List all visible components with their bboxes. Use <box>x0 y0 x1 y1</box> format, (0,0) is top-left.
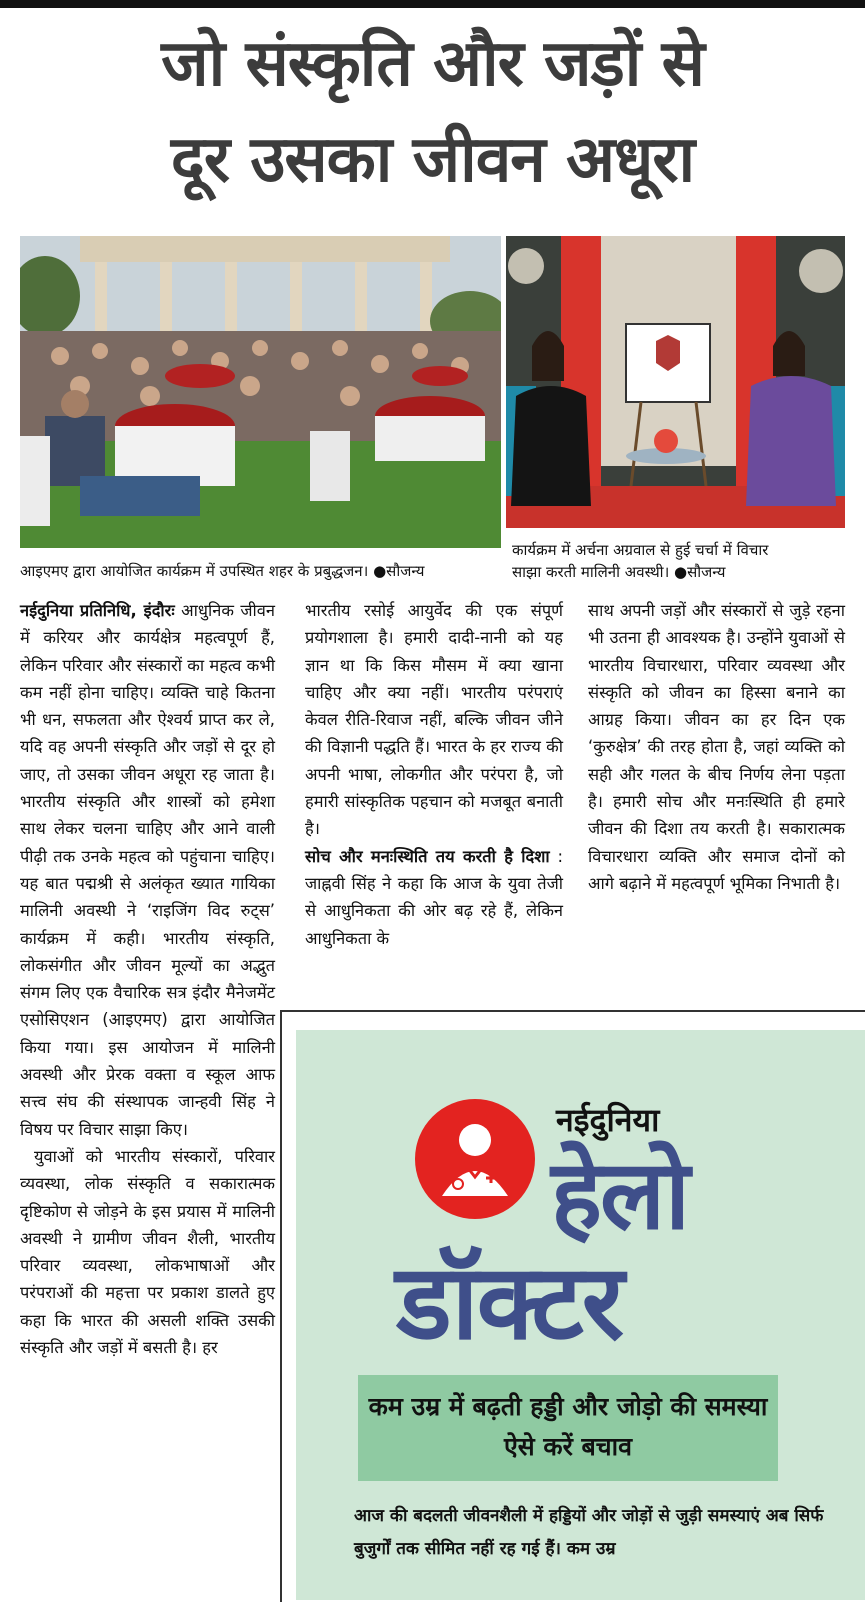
article-column-3 <box>588 597 845 897</box>
stage-photo <box>506 236 845 528</box>
left-photo-caption: आइएमए द्वारा आयोजित कार्यक्रम में उपस्थित शहर के प्रबुद्धजन। ●सौजन्य <box>20 562 425 580</box>
article-column-2 <box>305 597 563 952</box>
article-paragraph: भारतीय रसोई आयुर्वेद की एक संपूर्ण प्रयोगशाला है। हमारी दादी-नानी को यह ज्ञान था कि किस मौसम में क्या खाना चाहिए और क्या नहीं। भारतीय परंपराएं केवल रीति-रिवाज नहीं, बल्कि जीवन जीने की विज्ञानी पद्धति हैं। भारत के हर राज्य की अपनी भाषा, लोकगीत और परंपरा है, जो हमारी सांस्कृतिक पहचान को मजबूत बनाती है। <box>305 601 563 839</box>
right-photo-caption <box>512 539 852 583</box>
doctor-icon <box>414 1098 536 1220</box>
article-paragraph: युवाओं को भारतीय संस्कारों, परिवार व्यवस्था, लोक संस्कृति व सकारात्मक दृष्टिकोण से जोड़ने के इस प्रयास में मालिनी अवस्थी ने ग्रामीण जीवन शैली, भारतीय परिवार व्यवस्था, लोकभाषाओं और परंपराओं की महत्ता पर प्रकाश डालते हुए कहा कि भारत की असली शक्ति उसकी संस्कृति और जड़ों में बसती है। हर <box>20 1146 275 1358</box>
hello-doctor-ad <box>296 1030 865 1600</box>
headline-line-1: जो संस्कृति और जड़ों से <box>161 27 704 101</box>
article-paragraph <box>305 843 563 952</box>
article-paragraph: साथ अपनी जड़ों और संस्कारों से जुड़े रहना भी उतना ही आवश्यक है। उन्होंने युवाओं से भारतीय विचारधारा, परिवार व्यवस्था और संस्कृति को जीवन का हिस्सा बनाने का आग्रह किया। जीवन का हर दिन एक ‘कुरुक्षेत्र’ की तरह होता है, जहां व्यक्ति को सही और गलत के बीच निर्णय लेना पड़ता है। हमारी सोच और मनःस्थिति ही हमारे जीवन की दिशा तय करती है। सकारात्मक विचारधारा व्यक्ति और समाज दोनों को आगे बढ़ाने में महत्वपूर्ण भूमिका निभाती है। <box>588 601 845 893</box>
top-rule <box>0 0 865 8</box>
brand-name: नईदुनिया <box>556 1101 660 1139</box>
headline-line-2: दूर उसका जीवन अधूरा <box>170 123 695 197</box>
article-paragraph <box>20 597 275 1143</box>
ad-title-doctor: डॉक्टर <box>396 1241 623 1363</box>
right-caption-line-2: साझा करती मालिनी अवस्थी। ●सौजन्य <box>512 563 726 581</box>
paragraph-text: आधुनिक जीवन में करियर और कार्यक्षेत्र महत्वपूर्ण हैं, लेकिन परिवार और संस्कारों का महत्व कभी कम नहीं होना चाहिए। व्यक्ति चाहे कितना भी धन, सफलता और ऐश्वर्य प्राप्त कर ले, यदि वह अपनी संस्कृति और जड़ों से दूर हो जाए, तो उसका जीवन अधूरा रह जाता है। भारतीय संस्कृति और शास्त्रों को हमेशा साथ लेकर चलना चाहिए और आने वाली पीढ़ी तक उनके महत्व को पहुंचाना चाहिए। यह बात पद्मश्री से अलंकृत ख्यात गायिका मालिनी अवस्थी ने ‘राइजिंग विद रुट्स’ कार्यक्रम में कही। भारतीय संस्कृति, लोकसंगीत और जीवन मूल्यों का अद्भुत संगम लिए एक वैचारिक सत्र इंदौर मैनेजमेंट एसोसिएशन (आइएमए) द्वारा आयोजित किया गया। इस आयोजन में मालिनी अवस्थी और प्रेरक वक्ता व स्कूल आफ सत्त्व संघ की संस्थापक जान्हवी सिंह ने विषय पर विचार साझा किए। <box>20 601 275 1139</box>
ad-headline-line-1: कम उम्र में बढ़ती हड्डी और जोड़ो की समस्या <box>368 1392 768 1421</box>
right-caption-line-1: कार्यक्रम में अर्चना अग्रवाल से हुई चर्चा में विचार <box>512 541 769 559</box>
article-column-1 <box>20 597 275 1361</box>
headline <box>20 16 845 208</box>
subheading: सोच और मनःस्थिति तय करती है दिशा <box>305 846 550 866</box>
ad-headline-box <box>358 1375 778 1481</box>
ad-blurb: आज की बदलती जीवनशैली में हड्डियों और जोड़ों से जुड़ी समस्याएं अब सिर्फ बुजुर्गों तक सीमित नहीं रह गई हैं। कम उम्र <box>354 1506 824 1559</box>
ad-title-hello: हेलो <box>551 1139 688 1251</box>
paragraph-text: : जाह्नवी सिंह ने कहा कि आज के युवा तेजी से आधुनिकता की ओर बढ़ रहे हैं, लेकिन आधुनिकता के <box>305 846 563 948</box>
audience-photo <box>20 236 501 548</box>
ad-headline-line-2: ऐसे करें बचाव <box>503 1432 633 1461</box>
dateline: नईदुनिया प्रतिनिधि, इंदौरः <box>20 601 175 620</box>
